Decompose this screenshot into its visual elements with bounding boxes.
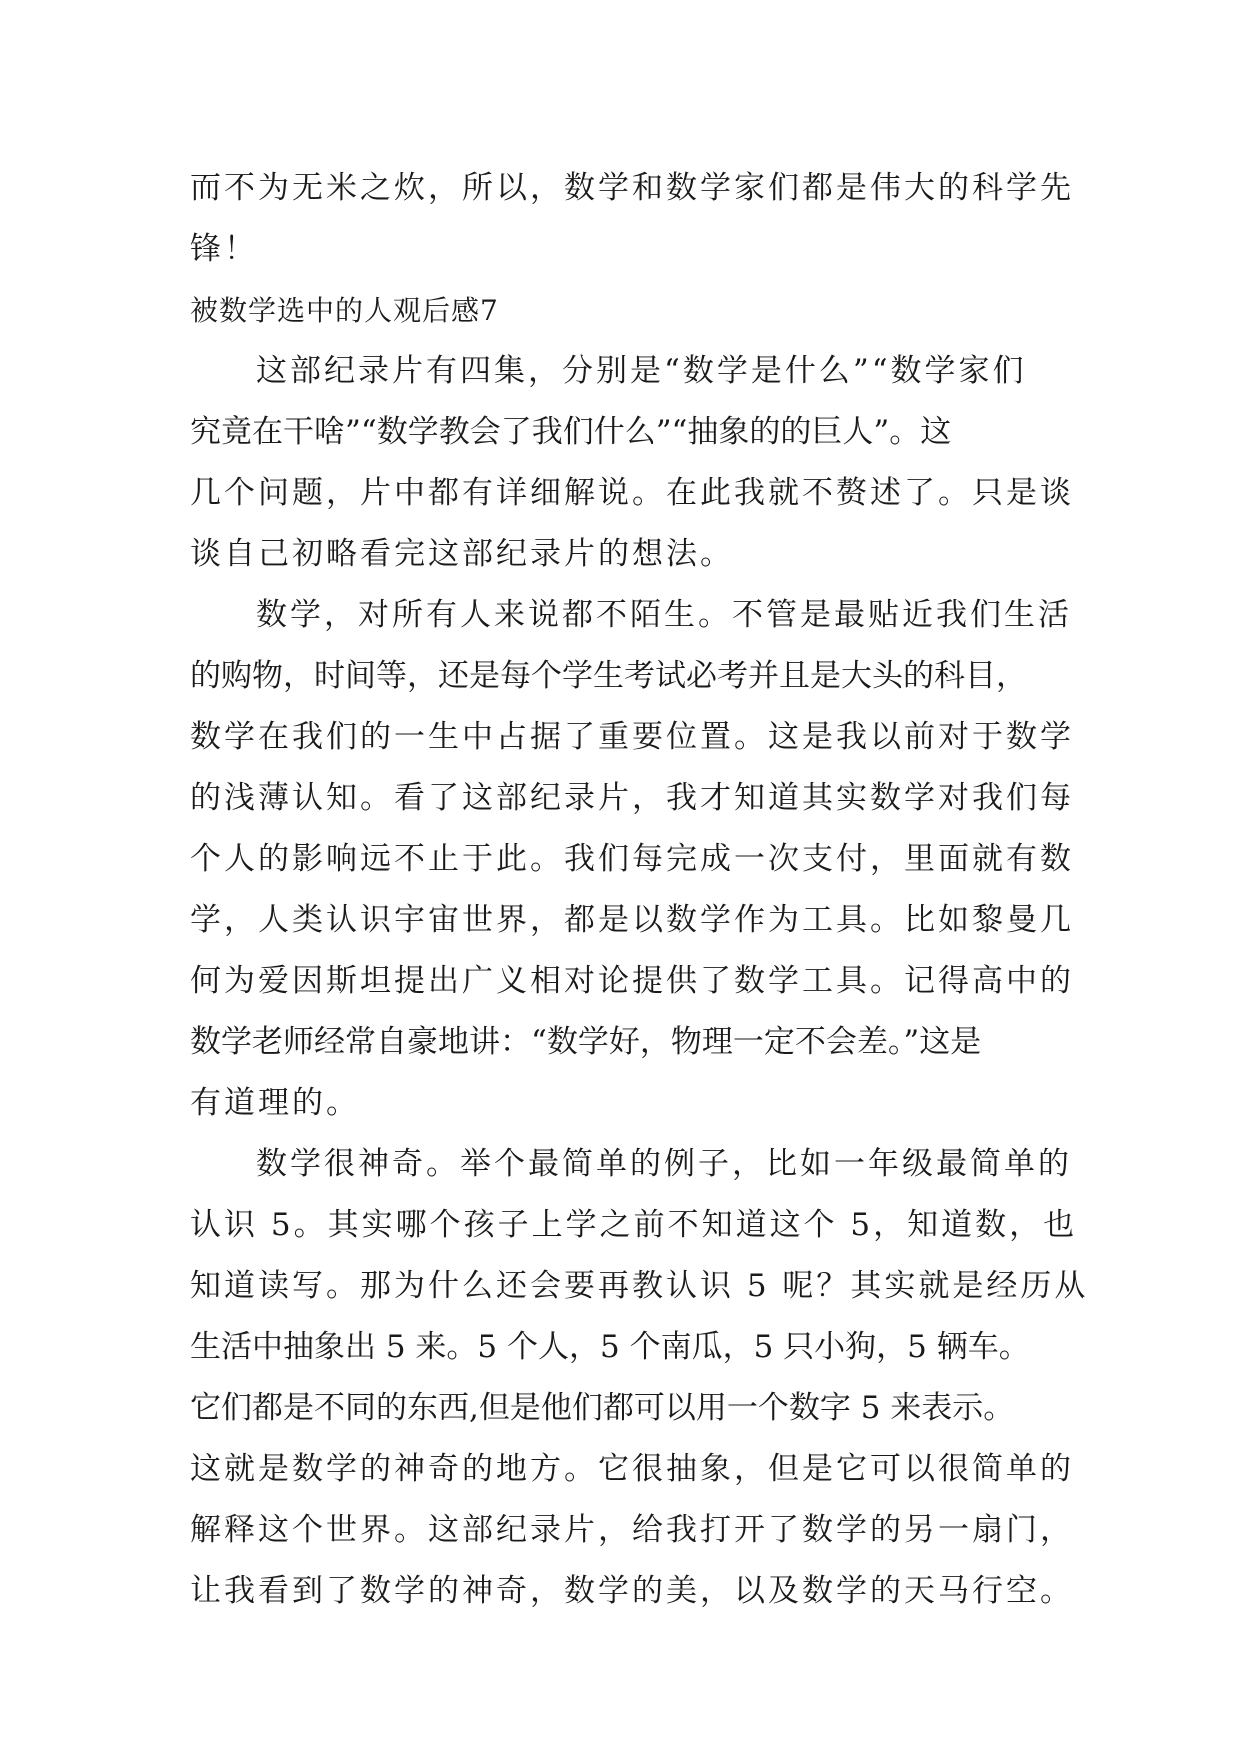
text-line: 的购物，时间等，还是每个学生考试必考并且是大头的科目，: [190, 658, 1027, 694]
text-line: 学，人类认识宇宙世界，都是以数学作为工具。比如黎曼几: [190, 902, 1074, 938]
text-line: 生活中抽象出 5 来。5 个人，5 个南瓜，5 只小狗，5 辆车。: [190, 1329, 1030, 1365]
text-line: 个人的影响远不止于此。我们每完成一次支付，里面就有数: [190, 841, 1074, 877]
text-line: 解释这个世界。这部纪录片，给我打开了数学的另一扇门，: [190, 1512, 1074, 1548]
text-line: 知道读写。那为什么还会要再教认识 5 呢？其实就是经历从: [190, 1268, 1089, 1304]
text-line: 谈自己初略看完这部纪录片的想法。: [190, 536, 734, 572]
section-heading: 被数学选中的人观后感7: [190, 294, 499, 327]
text-line: 这就是数学的神奇的地方。它很抽象，但是它可以很简单的: [190, 1451, 1074, 1487]
paragraph-first-line: 数学很神奇。举个最简单的例子，比如一年级最简单的: [256, 1146, 1072, 1182]
text-line: 认识 5。其实哪个孩子上学之前不知道这个 5，知道数，也: [190, 1207, 1078, 1243]
document-body: [190, 158, 1089, 1622]
text-line: 有道理的。: [190, 1085, 360, 1121]
text-line: 让我看到了数学的神奇，数学的美，以及数学的天马行空。: [190, 1573, 1074, 1609]
text-line: 它们都是不同的东西,但是他们都可以用一个数字 5 来表示。: [190, 1390, 1015, 1426]
text-line: 究竟在干啥”“数学教会了我们什么”“抽象的的巨人”。这: [190, 414, 952, 450]
text-line: 何为爱因斯坦提出广义相对论提供了数学工具。记得高中的: [190, 963, 1074, 999]
paragraph-first-line: 数学，对所有人来说都不陌生。不管是最贴近我们生活: [256, 597, 1072, 633]
text-line: 的浅薄认知。看了这部纪录片，我才知道其实数学对我们每: [190, 780, 1074, 816]
paragraph-first-line: 这部纪录片有四集，分别是“数学是什么”“数学家们: [256, 353, 1027, 389]
text-line: 数学在我们的一生中占据了重要位置。这是我以前对于数学: [190, 719, 1074, 755]
text-line: 锋！: [190, 231, 258, 267]
text-line: 数学老师经常自豪地讲：“数学好，物理一定不会差。”这是: [190, 1024, 982, 1060]
text-line: 而不为无米之炊，所以，数学和数学家们都是伟大的科学先: [190, 170, 1074, 206]
text-line: 几个问题，片中都有详细解说。在此我就不赘述了。只是谈: [190, 475, 1074, 511]
